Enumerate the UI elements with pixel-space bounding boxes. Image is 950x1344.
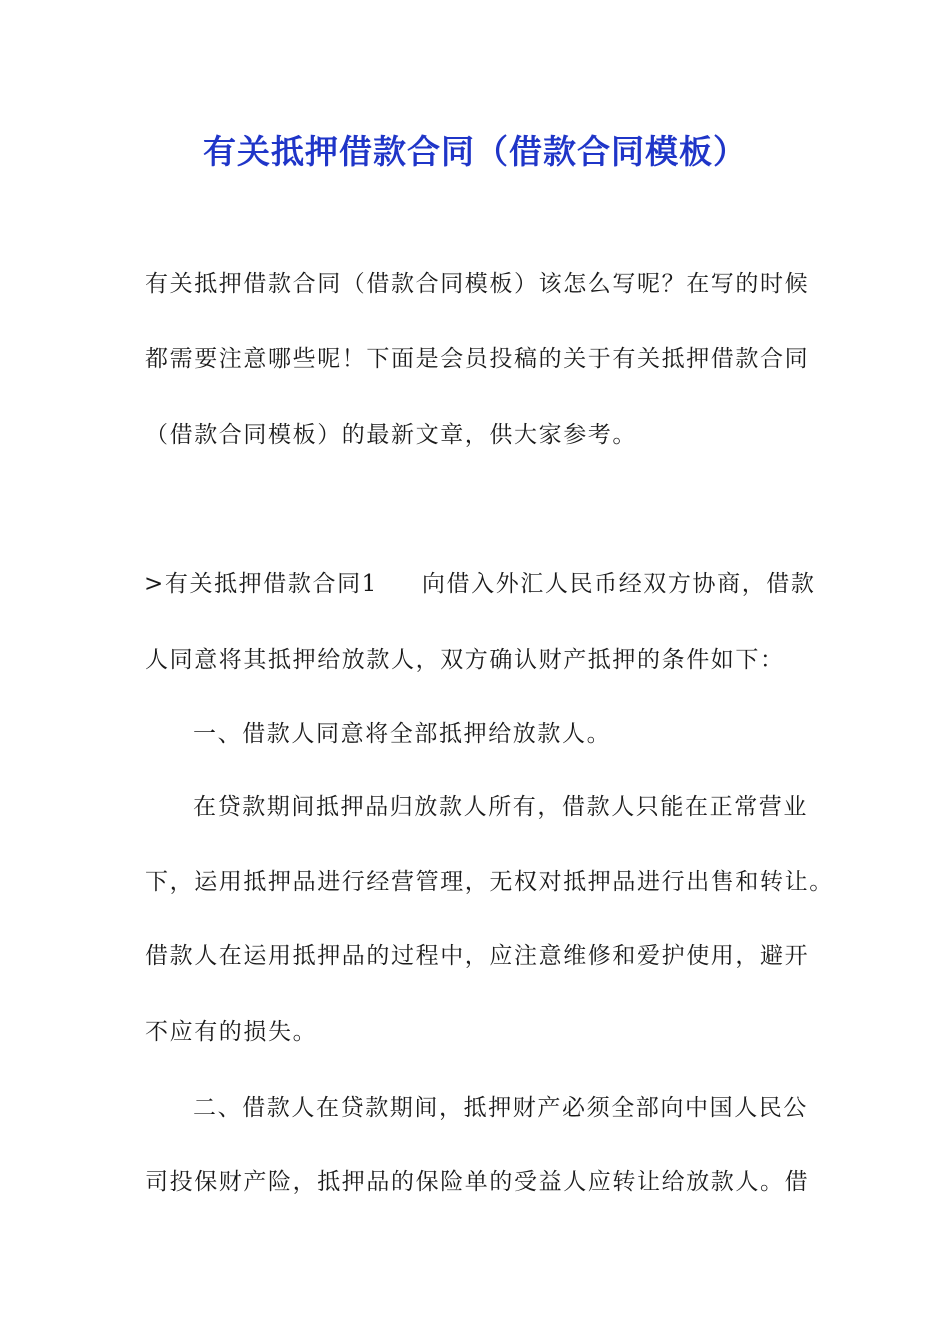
body-line-3: 在贷款期间抵押品归放款人所有，借款人只能在正常营业 xyxy=(193,794,808,820)
intro-line-3: （借款合同模板）的最新文章，供大家参考。 xyxy=(145,422,637,448)
intro-line-1: 有关抵押借款合同（借款合同模板）该怎么写呢？在写的时候 xyxy=(145,271,810,297)
body-line-8: 司投保财产险，抵押品的保险单的受益人应转让给放款人。借 xyxy=(145,1169,810,1195)
intro-line-2: 都需要注意哪些呢！下面是会员投稿的关于有关抵押借款合同 xyxy=(145,346,810,372)
document-title: 有关抵押借款合同（借款合同模板） xyxy=(203,132,747,171)
body-line-4: 下，运用抵押品进行经营管理，无权对抵押品进行出售和转让。 xyxy=(145,869,834,895)
body-line-2: 一、借款人同意将全部抵押给放款人。 xyxy=(193,721,612,747)
section-heading-line xyxy=(144,568,816,600)
body-line-7: 二、借款人在贷款期间，抵押财产必须全部向中国人民公 xyxy=(193,1095,808,1121)
body-line-6: 不应有的损失。 xyxy=(145,1019,318,1045)
section-heading: >有关抵押借款合同1 xyxy=(144,571,378,597)
body-line-5: 借款人在运用抵押品的过程中，应注意维修和爱护使用，避开 xyxy=(145,943,810,969)
body-line-1: 人同意将其抵押给放款人，双方确认财产抵押的条件如下： xyxy=(145,647,785,673)
section-heading-tail: 向借入外汇人民币经双方协商，借款 xyxy=(421,571,816,597)
